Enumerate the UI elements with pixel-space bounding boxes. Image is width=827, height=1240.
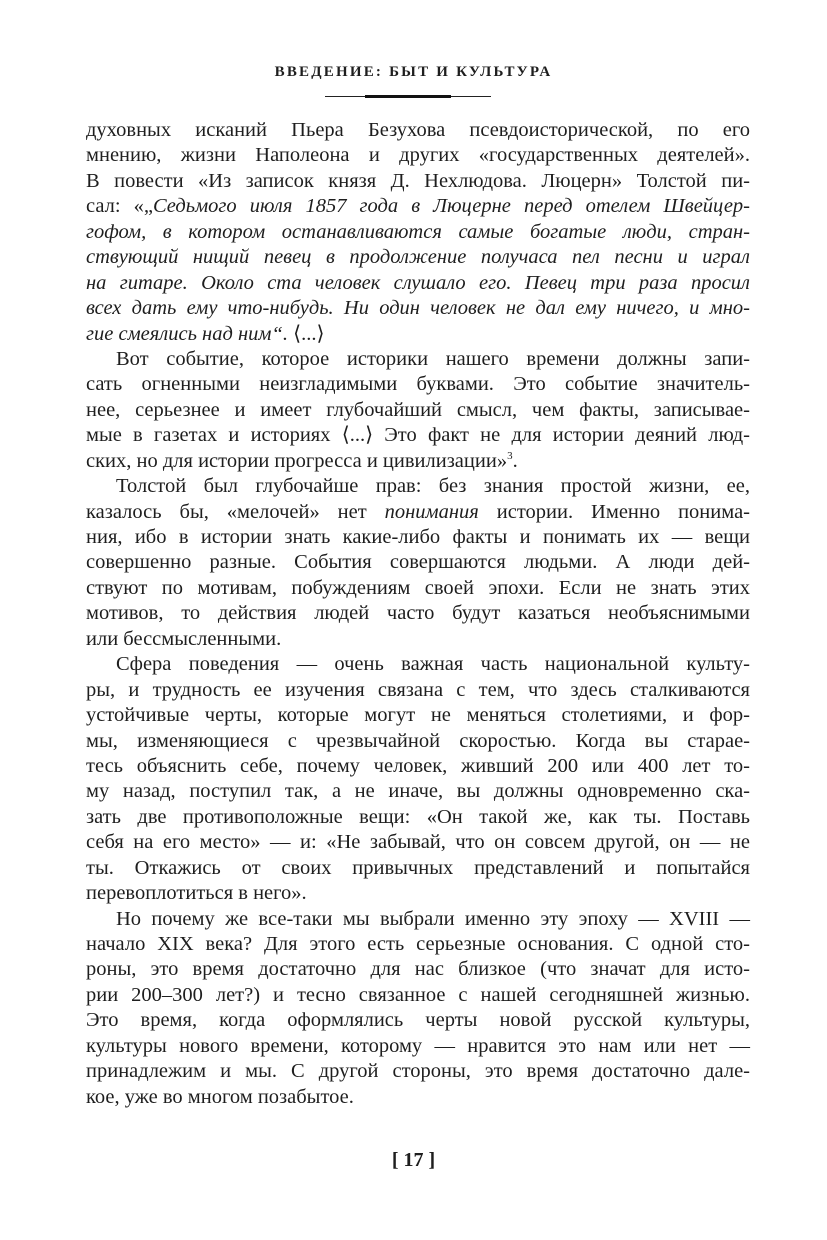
text-segment: Толстой был глубочайше прав: без знания простой жизни, ее, [116, 475, 750, 498]
text-segment: ⟨...⟩ [287, 322, 325, 345]
text-segment: себя на его место» — и: «Не забывай, что он совсем другой, он — не [86, 831, 750, 854]
italic-text: ствующий нищий певец в продолжение получаса пел песни и играл [86, 246, 750, 269]
text-line [86, 703, 750, 728]
italic-text: всех дать ему что-нибудь. Ни один человек не дал ему ничего, и мно- [86, 297, 750, 320]
body-text [86, 118, 750, 1110]
text-segment: сал: «„ [86, 195, 153, 218]
text-segment: мнению, жизни Наполеона и других «государственных деятелей». [86, 144, 750, 167]
text-segment: зать две противоположные вещи: «Он такой же, как ты. Поставь [86, 805, 750, 828]
text-line [86, 1059, 750, 1084]
text-line [86, 398, 750, 423]
text-line [86, 957, 750, 982]
page-number: [ 17 ] [391, 1149, 436, 1171]
text-segment: или бессмысленными. [86, 627, 282, 650]
text-segment: Это время, когда оформлялись черты новой русской культуры, [86, 1009, 750, 1032]
italic-text: гие смеялись над ним“. [86, 322, 288, 345]
text-line [86, 932, 750, 957]
text-segment: . [512, 449, 518, 472]
text-segment: ских, но для истории прогресса и цивилизации» [86, 449, 508, 472]
text-line [86, 729, 750, 754]
text-line [86, 296, 750, 321]
italic-text: Седьмого июля 1857 года в Люцерне перед отелем Швейцер- [152, 195, 750, 218]
text-segment: роны, это время достаточно для нас близкое (что значат для исто- [86, 958, 750, 981]
text-line [86, 271, 750, 296]
text-segment: В повести «Из записок князя Д. Нехлюдова. Люцерн» Толстой пи- [86, 169, 750, 192]
text-segment: ры, и трудность ее изучения связана с тем, что здесь сталкиваются [86, 678, 750, 701]
text-line [86, 220, 750, 245]
text-segment: мые в газетах и историях ⟨...⟩ Это факт не для истории деяний люд- [86, 424, 750, 447]
text-line [86, 372, 750, 397]
text-segment: ты. Откажись от своих привычных представлений и попытайся [86, 856, 750, 879]
text-segment: тесь объяснить себе, почему человек, живший 200 или 400 лет то- [86, 754, 750, 777]
text-segment: кое, уже во многом позабытое. [86, 1085, 354, 1108]
italic-text: гофом, в котором останавливаются самые богатые люди, стран- [86, 220, 750, 243]
text-segment: сать огненными неизгладимыми буквами. Это событие значитель- [86, 373, 750, 396]
text-segment: Но почему же все-таки мы выбрали именно эту эпоху — XVIII — [116, 907, 750, 930]
text-line [86, 1034, 750, 1059]
header-rule-accent [365, 95, 451, 98]
text-segment: совершенно разные. События совершаются людьми. А люди дей- [86, 551, 750, 574]
text-line [86, 576, 750, 601]
text-line [86, 856, 750, 881]
text-line [86, 601, 750, 626]
footnote-ref: 3 [507, 449, 513, 462]
text-segment: Вот событие, которое историки нашего времени должны запи- [116, 347, 750, 370]
text-segment: устойчивые черты, которые могут не меняться столетиями, и фор- [86, 704, 750, 727]
text-segment: нее, серьезнее и имеет глубочайший смысл, чем факты, записывае- [86, 398, 750, 421]
text-segment: мы, изменяющиеся с чрезвычайной скоростью. Когда вы старае- [86, 729, 750, 752]
text-line [86, 347, 750, 372]
text-line [86, 550, 750, 575]
italic-text: на гитаре. Около ста человек слушало его. Певец три раза просил [86, 271, 750, 294]
text-segment: принадлежим и мы. С другой стороны, это время достаточно дале- [86, 1060, 750, 1083]
text-line [86, 805, 750, 830]
text-line [86, 881, 750, 906]
text-line [86, 779, 750, 804]
text-line [86, 143, 750, 168]
text-line [86, 754, 750, 779]
text-segment: культуры нового времени, которому — нравится это нам или нет — [86, 1034, 750, 1057]
text-segment: ствуют по мотивам, побуждениям своей эпохи. Если не знать этих [86, 576, 750, 599]
text-segment: перевоплотиться в него». [86, 882, 307, 905]
text-segment: начало XIX века? Для этого есть серьезные основания. С одной сто- [86, 933, 750, 955]
text-segment: му назад, поступил так, а не иначе, вы должны одновременно ска- [86, 780, 750, 803]
italic-text: понимания [384, 500, 479, 523]
text-line [86, 678, 750, 703]
text-segment: мотивов, то действия людей часто будут казаться необъяснимыми [86, 602, 750, 625]
text-segment: истории. Именно понима- [478, 500, 750, 523]
text-line [86, 652, 750, 677]
text-line [86, 245, 750, 270]
text-line [86, 525, 750, 550]
text-line [86, 169, 750, 194]
text-segment: рии 200–300 лет?) и тесно связанное с нашей сегодняшней жизнью. [86, 983, 750, 1006]
text-segment: ния, ибо в истории знать какие-либо факты и понимать их — вещи [86, 526, 750, 548]
text-line [86, 983, 750, 1008]
text-line [86, 500, 750, 525]
text-segment: казалось бы, «мелочей» нет [86, 500, 385, 523]
text-line [86, 449, 750, 474]
text-line [86, 627, 750, 652]
text-line [86, 322, 750, 347]
text-line [86, 1085, 750, 1110]
text-line [86, 118, 750, 143]
text-line [86, 1008, 750, 1033]
text-line [86, 907, 750, 932]
text-line [86, 194, 750, 219]
text-line [86, 474, 750, 499]
text-line [86, 830, 750, 855]
running-header: ВВЕДЕНИЕ: БЫТ И КУЛЬТУРА [274, 64, 553, 80]
text-segment: духовных исканий Пьера Безухова псевдоисторической, по его [86, 119, 750, 141]
text-line [86, 423, 750, 448]
text-segment: Сфера поведения — очень важная часть национальной культу- [116, 653, 750, 676]
